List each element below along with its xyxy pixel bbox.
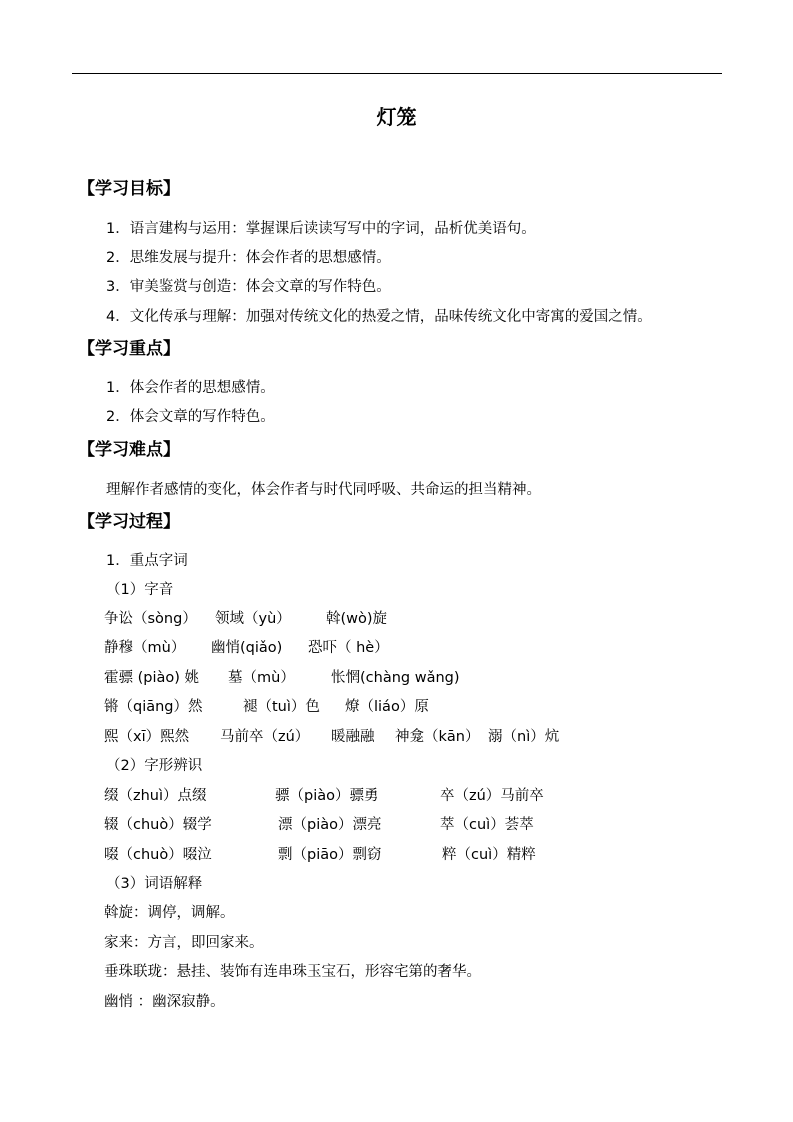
objective-item: 1．语言建构与运用：掌握课后读读写写中的字词，品析优美语句。 bbox=[106, 221, 536, 237]
word-entry: 漂（piào）漂亮 bbox=[278, 817, 382, 833]
word-entry: 恐吓（ hè） bbox=[308, 640, 389, 656]
word-entry: 卒（zú）马前卒 bbox=[440, 788, 544, 804]
word-entry: 剽（piāo）剽窃 bbox=[278, 847, 382, 863]
word-entry: 马前卒（zú） bbox=[220, 729, 310, 745]
objective-item: 2．思维发展与提升：体会作者的思想感情。 bbox=[106, 250, 391, 266]
word-entry: 暖融融 bbox=[331, 729, 375, 745]
key-point-item: 1．体会作者的思想感情。 bbox=[106, 380, 275, 396]
word-entry: 骠（piào）骠勇 bbox=[275, 788, 379, 804]
difficulties-heading: 【学习难点】 bbox=[78, 440, 180, 460]
word-entry: 怅惘(chàng wǎng) bbox=[331, 670, 460, 686]
vocabulary-label: （3）词语解释 bbox=[106, 876, 203, 892]
word-entry: 溺（nì）炕 bbox=[488, 729, 560, 745]
objectives-heading: 【学习目标】 bbox=[78, 179, 180, 199]
word-entry: 斡(wò)旋 bbox=[326, 611, 388, 627]
key-points-heading: 【学习重点】 bbox=[78, 339, 180, 359]
key-point-item: 2．体会文章的写作特色。 bbox=[106, 409, 275, 425]
difficulty-text: 理解作者感情的变化，体会作者与时代同呼吸、共命运的担当精神。 bbox=[106, 482, 541, 498]
word-entry: 燎（liáo）原 bbox=[345, 699, 429, 715]
pronunciation-label: （1）字音 bbox=[106, 582, 174, 598]
word-entry: 墓（mù） bbox=[228, 670, 295, 686]
word-entry: 熙（xī）熙然 bbox=[104, 729, 190, 745]
word-entry: 领域（yù） bbox=[215, 611, 291, 627]
page-title: 灯笼 bbox=[376, 105, 417, 129]
word-entry: 争讼（sòng） bbox=[104, 611, 197, 627]
word-entry: 萃（cuì）荟萃 bbox=[440, 817, 534, 833]
word-entry: 啜（chuò）啜泣 bbox=[104, 847, 212, 863]
step-heading: 1．重点字词 bbox=[106, 553, 188, 569]
vocabulary-entry: 斡旋：调停，调解。 bbox=[104, 905, 235, 921]
word-entry: 缀（zhuì）点缀 bbox=[104, 788, 207, 804]
word-entry: 锵（qiāng）然 bbox=[104, 699, 203, 715]
vocabulary-entry: 家来：方言，即回家来。 bbox=[104, 935, 264, 951]
vocabulary-entry: 幽悄 ：幽深寂静。 bbox=[104, 994, 225, 1010]
word-entry: 辍（chuò）辍学 bbox=[104, 817, 212, 833]
word-entry: 幽悄(qiǎo) bbox=[211, 640, 283, 656]
glyph-form-label: （2）字形辨识 bbox=[106, 758, 203, 774]
process-heading: 【学习过程】 bbox=[78, 512, 180, 532]
word-entry: 神龛（kān） bbox=[395, 729, 480, 745]
objective-item: 3．审美鉴赏与创造：体会文章的写作特色。 bbox=[106, 279, 391, 295]
objective-item: 4．文化传承与理解：加强对传统文化的热爱之情，品味传统文化中寄寓的爱国之情。 bbox=[106, 309, 652, 325]
word-entry: 粹（cuì）精粹 bbox=[442, 847, 536, 863]
vocabulary-entry: 垂珠联珑：悬挂、装饰有连串珠玉宝石，形容宅第的奢华。 bbox=[104, 964, 481, 980]
header-rule bbox=[72, 73, 722, 74]
word-entry: 静穆（mù） bbox=[104, 640, 186, 656]
word-entry: 霍骠 (piào) 姚 bbox=[104, 670, 200, 686]
word-entry: 褪（tuì）色 bbox=[243, 699, 320, 715]
